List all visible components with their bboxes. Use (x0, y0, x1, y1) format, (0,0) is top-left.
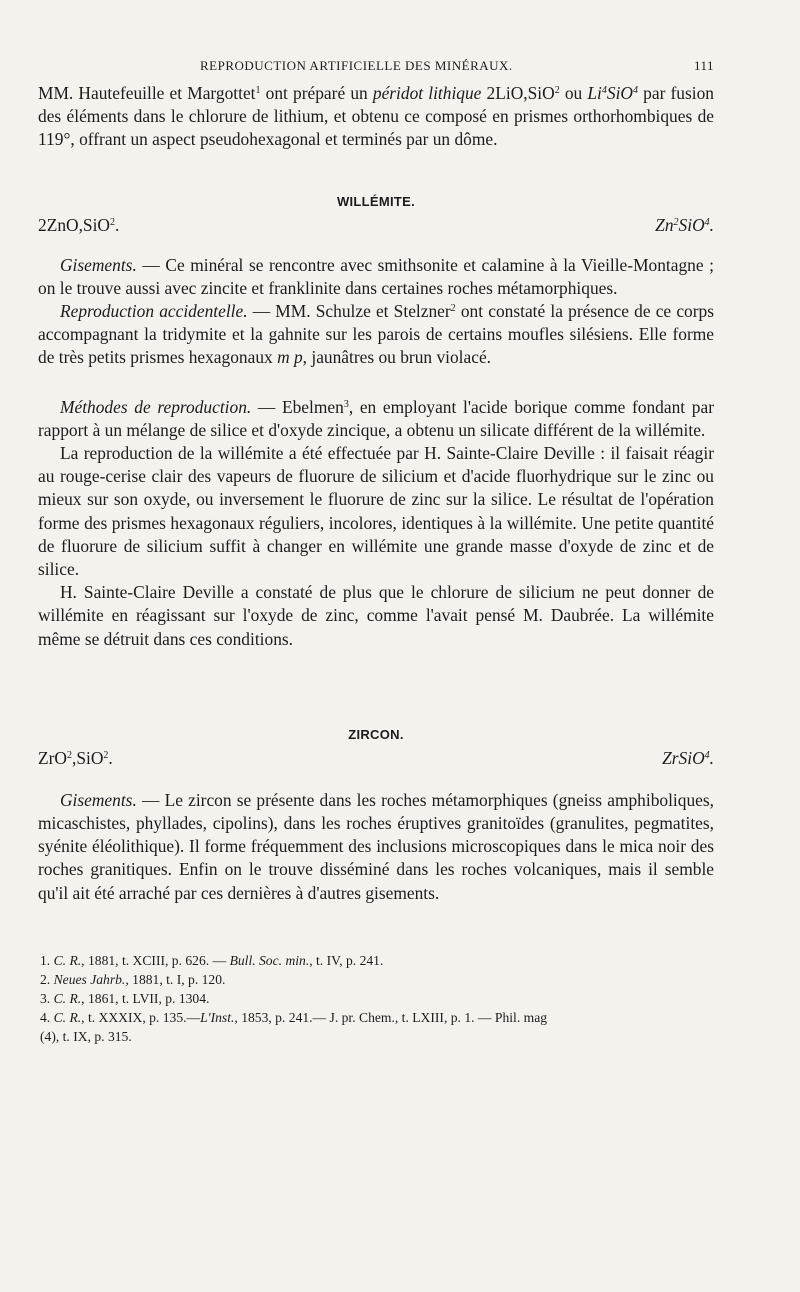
intro-text: MM. Hautefeuille et Margottet (38, 83, 256, 103)
paragraph-label: Gisements. (60, 789, 137, 810)
footnote-2: 2. Neues Jahrb., 1881, t. I, p. 120. (40, 971, 226, 987)
intro-text: ont préparé un (260, 83, 373, 103)
methodes-paragraph (38, 396, 714, 442)
intro-paragraph (38, 82, 714, 152)
paragraph-label: Reproduction accidentelle. (60, 301, 248, 322)
intro-text: 2LiO,SiO (481, 83, 555, 103)
footnote-ref: 3 (343, 398, 349, 410)
footnote-ref: 1 (255, 85, 261, 96)
formula-oxide: 2ZnO,SiO$^2$. (38, 214, 120, 235)
footnote-1: 1. C. R., 1881, t. XCIII, p. 626. — Bull. Soc. min., t. IV, p. 241. (40, 952, 384, 968)
intro-formula: SiO (606, 83, 633, 103)
formula-row-zircon (38, 745, 714, 771)
page-number: 111 (693, 58, 714, 73)
section-title-willemite: WILLÉMITE. (336, 193, 416, 209)
formula-row-willemite (38, 212, 714, 238)
page (38, 58, 714, 1046)
paragraph-text: — MM. Schulze et Stelzner (247, 301, 451, 322)
formula-atomic: ZrSiO$^4$. (662, 747, 714, 768)
intro-text: ou (559, 83, 588, 103)
reproduction-accidentelle-paragraph (38, 300, 714, 370)
zircon-gisements-paragraph (38, 789, 714, 905)
gisements-paragraph (38, 254, 714, 300)
intro-formula: Li (587, 83, 602, 103)
section-title-zircon: ZIRCON. (348, 726, 404, 742)
superscript: 2 (554, 85, 560, 96)
formula-atomic: Zn$^2$SiO$^4$. (655, 214, 714, 235)
paragraph-text: — Ebelmen (251, 396, 344, 417)
paragraph-text: , en employant l'acide borique comme fondant par rapport à un mélange de silice et d'oxyde zincique, a obtenu un silicate différent de la willémite. (38, 396, 714, 440)
paragraph-label: Gisements. (60, 254, 137, 275)
intro-text: par fusion des éléments dans le chlorure de lithium, et obtenu ce composé en prismes orthorhombiques de 119°, offrant un aspect pseudohexagonal et terminés par un dôme. (38, 83, 714, 150)
paragraph-text: , jaunâtres ou brun violacé. (302, 347, 492, 368)
superscript: 4 (633, 85, 638, 96)
crystal-faces: m p (277, 347, 303, 368)
paragraph-text: ont constaté la présence de ce corps accompagnant la tridymite et la gahnite sur les parois de certains moufles silésiens. Elle forme de très petits prismes hexagonaux (38, 301, 714, 368)
footnote-ref: 2 (450, 303, 456, 315)
paragraph-text: — Le zircon se présente dans les roches métamorphiques (gneiss amphiboliques, micaschistes, phyllades, cipolins), dans les roches éruptives granitoïdes (granulites, pegmatites, syénite éléolithique). Il forme fréquemment des inclusions microscopiques dans le mica noir des roches granitiques. Enfin on le trouve disséminé dans les roches volcaniques, mais il semble qu'il ait été arraché par ces dernières à d'autres gisements. (38, 789, 714, 903)
running-header (38, 58, 714, 82)
intro-italic: péridot lithique (372, 83, 482, 103)
paragraph-text: — Ce minéral se rencontre avec smithsonite et calamine à la Vieille-Montagne ; on le trouve aussi avec zincite et franklinite dans certaines roches métamorphiques. (38, 254, 714, 298)
running-title: REPRODUCTION ARTIFICIELLE DES MINÉRAUX. (200, 58, 513, 73)
formula-oxide: ZrO$^2$,SiO$^2$. (38, 747, 113, 768)
footnote-3: 3. C. R., 1861, t. LVII, p. 1304. (40, 990, 210, 1006)
footnote-4-continuation: (4), t. IX, p. 315. (40, 1028, 132, 1044)
footnote-4: 4. C. R., t. XXXIX, p. 135.—L'Inst., 1853, p. 241.— J. pr. Chem., t. LXIII, p. 1. — Phil. mag (40, 1009, 548, 1025)
paragraph-label: Méthodes de reproduction. (60, 396, 252, 417)
deville-paragraph-1: La reproduction de la willémite a été effectuée par H. Sainte-Claire Deville : il faisait réagir au rouge-cerise clair des vapeurs de fluorure de silicium et d'acide fluorhydrique sur le zinc ou mieux sur son oxyde, ou inversement le fluorure de zinc sur la silice. Le résultat de l'opération forme des prismes hexagonaux réguliers, incolores, identiques à la willémite. Une petite quantité de fluorure de silicium suffit à changer en willémite une grande masse d'oxyde de zinc et de silice. (38, 443, 714, 580)
footnotes (38, 951, 714, 1046)
deville-paragraph-2: H. Sainte-Claire Deville a constaté de plus que le chlorure de silicium ne peut donner de willémite en réagissant sur l'oxyde de zinc, comme l'avait pensé M. Daubrée. La willémite même se détruit dans ces conditions. (38, 582, 714, 649)
superscript: 4 (601, 85, 607, 96)
